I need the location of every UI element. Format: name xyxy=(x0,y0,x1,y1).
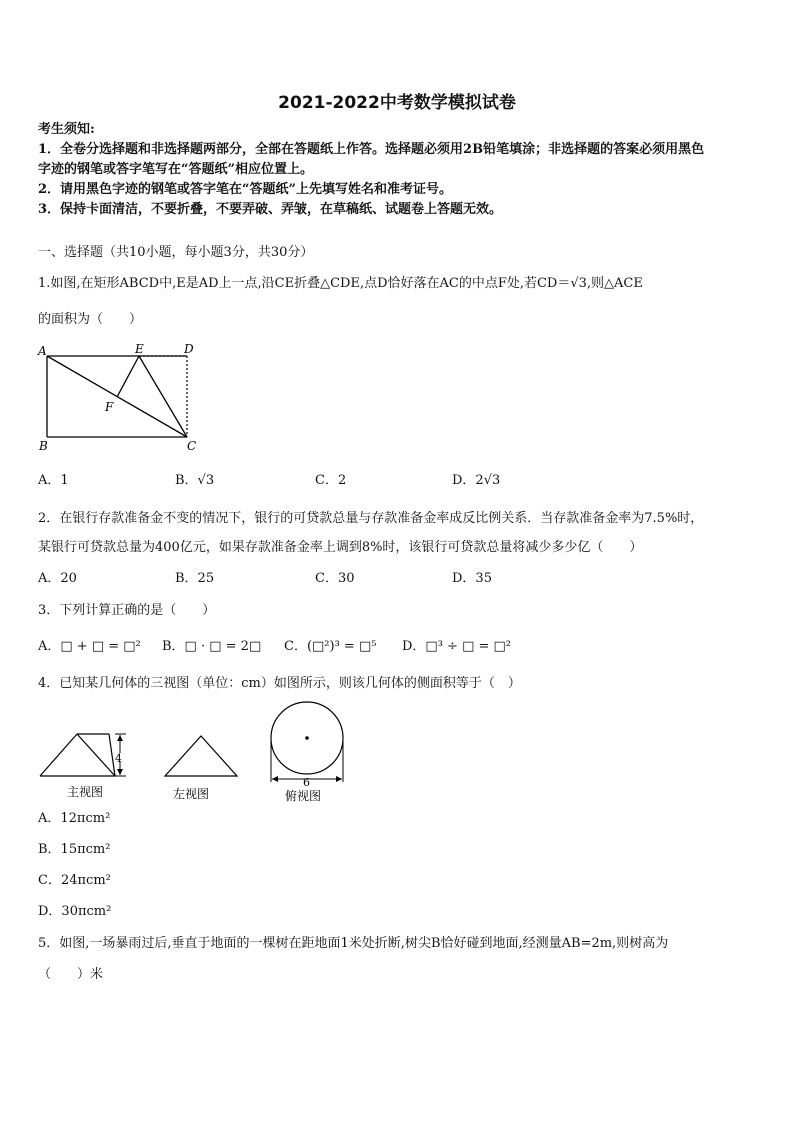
label-A: A xyxy=(38,344,47,358)
notice-line: 字迹的钢笔或答字笔写在“答题纸”相应位置上。 xyxy=(38,162,313,177)
q5-stem: 5．如图,一场暴雨过后,垂直于地面的一棵树在距地面1米处折断,树尖B恰好碰到地面,经测量AB=2m,则树高为 xyxy=(38,936,669,951)
q2-option-d: D．35 xyxy=(452,571,492,586)
q1-rectangle-figure xyxy=(34,340,204,455)
q4-option-a: A．12πcm² xyxy=(38,811,111,826)
q1-stem: 1.如图,在矩形ABCD中,E是AD上一点,沿CE折叠△CDE,点D恰好落在AC的中点F处,若CD＝√3,则△ACE xyxy=(38,276,643,291)
height-dimension: 4 xyxy=(115,752,122,765)
q2-stem: 某银行可贷款总量为400亿元，如果存款准备金率上调到8%时，该银行可贷款总量将减少多少亿（ ） xyxy=(38,540,643,555)
q2-option-b: B．25 xyxy=(175,571,215,586)
front-view xyxy=(40,734,126,776)
q3-option-a: A．□ + □ = □² xyxy=(38,639,141,654)
label-D: D xyxy=(184,342,194,356)
q5-stem: （ ）米 xyxy=(38,967,104,982)
q4-option-c: C．24πcm² xyxy=(38,873,111,888)
q1-stem: 的面积为（ ） xyxy=(38,312,143,327)
label-B: B xyxy=(39,439,48,453)
q3-option-d: D．□³ ÷ □ = □² xyxy=(402,639,512,654)
q3-stem: 3．下列计算正确的是（ ） xyxy=(38,603,216,618)
label-F: F xyxy=(105,400,114,414)
side-view xyxy=(165,736,237,776)
notice-line: 3．保持卡面清洁，不要折叠，不要弄破、弄皱，在草稿纸、试题卷上答题无效。 xyxy=(38,202,503,217)
q1-option-d: D．2√3 xyxy=(452,473,501,488)
q4-stem: 4．已知某几何体的三视图（单位：cm）如图所示，则该几何体的侧面积等于（ ） xyxy=(38,676,521,691)
segment-EC xyxy=(139,356,187,437)
q4-option-d: D．30πcm² xyxy=(38,904,112,919)
label-C: C xyxy=(187,439,197,453)
q1-option-c: C．2 xyxy=(315,473,347,488)
notice-line: 1．全卷分选择题和非选择题两部分，全部在答题纸上作答。选择题必须用2B铅笔填涂；非选择题的答案必须用黑色 xyxy=(38,142,705,157)
notice-heading: 考生须知: xyxy=(38,122,95,137)
q2-option-a: A．20 xyxy=(38,571,77,586)
segment-EF xyxy=(117,356,139,397)
q4-three-views-figure xyxy=(34,700,354,810)
q2-stem: 2．在银行存款准备金不变的情况下，银行的可贷款总量与存款准备金率成反比例关系．当存款准备金率为7.5%时， xyxy=(38,511,704,526)
top-view-label: 俯视图 xyxy=(285,789,322,803)
front-view-label: 主视图 xyxy=(67,785,104,799)
q1-option-b: B．√3 xyxy=(175,473,215,488)
q4-option-b: B．15πcm² xyxy=(38,842,111,857)
notice-line: 2．请用黑色字迹的钢笔或答字笔在“答题纸”上先填写姓名和准考证号。 xyxy=(38,182,453,197)
page-title: 2021-2022中考数学模拟试卷 xyxy=(278,93,516,113)
top-view xyxy=(271,702,343,789)
q2-option-c: C．30 xyxy=(315,571,355,586)
width-dimension: 6 xyxy=(303,776,310,789)
q3-option-c: C．(□²)³ = □⁵ xyxy=(284,639,377,654)
section-heading: 一、选择题（共10小题，每小题3分，共30分） xyxy=(38,245,314,260)
q1-option-a: A．1 xyxy=(38,473,69,488)
q3-option-b: B．□ · □ = 2□ xyxy=(162,639,262,654)
side-view-label: 左视图 xyxy=(173,787,210,801)
label-E: E xyxy=(135,342,144,356)
